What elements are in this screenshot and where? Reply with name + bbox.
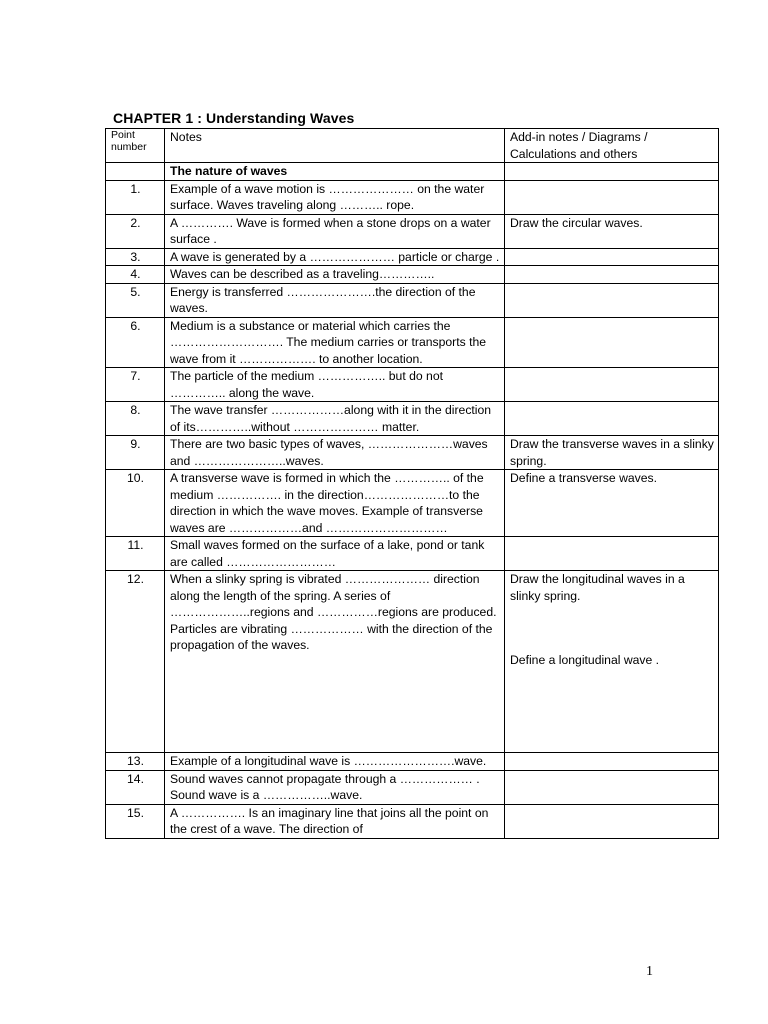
header-add-in-notes: Add-in notes / Diagrams / Calculations and others: [505, 129, 719, 163]
note-text: There are two basic types of waves, …………………waves and …………………..waves.: [165, 436, 505, 470]
table-row: [106, 266, 719, 284]
add-in-note: Draw the transverse waves in a slinky spring.: [505, 436, 719, 470]
point-number: 14.: [106, 770, 165, 804]
table-row: [106, 180, 719, 214]
note-text: Energy is transferred ………………….the direction of the waves.: [165, 283, 505, 317]
add-in-note: [505, 537, 719, 571]
header-notes: Notes: [165, 129, 505, 163]
add-in-note: [505, 248, 719, 266]
chapter-title: CHAPTER 1 : Understanding Waves: [113, 110, 355, 126]
point-number: 13.: [106, 753, 165, 771]
table-row: [106, 770, 719, 804]
table-row: [106, 283, 719, 317]
point-number: 3.: [106, 248, 165, 266]
note-text: A …………. Wave is formed when a stone drops on a water surface .: [165, 214, 505, 248]
add-in-note: [505, 770, 719, 804]
table-row: [106, 470, 719, 537]
add-in-note: [505, 804, 719, 838]
point-number: 7.: [106, 368, 165, 402]
point-number: 1.: [106, 180, 165, 214]
section-title: The nature of waves: [165, 163, 505, 181]
add-in-note-cell: [505, 571, 719, 753]
add-in-note: [505, 283, 719, 317]
point-number: 4.: [106, 266, 165, 284]
table-row: [106, 317, 719, 368]
note-text: When a slinky spring is vibrated ………………… direction along the length of the spring. A series of ………………..regions and ……………regions are produced. Particles are vibrating ……………… with the direction of the propagation of the waves.: [165, 571, 505, 753]
add-in-note-secondary: Define a longitudinal wave .: [510, 653, 660, 667]
notes-table: [105, 128, 719, 839]
section-add-cell: [505, 163, 719, 181]
table-row: [106, 753, 719, 771]
add-in-note: [505, 317, 719, 368]
table-row: [106, 436, 719, 470]
table-row: [106, 248, 719, 266]
point-number: 11.: [106, 537, 165, 571]
add-in-note: Define a transverse waves.: [505, 470, 719, 537]
point-number: 6.: [106, 317, 165, 368]
point-number: 2.: [106, 214, 165, 248]
add-in-note: [505, 368, 719, 402]
table-row: [106, 368, 719, 402]
header-point-number: Point number: [106, 129, 165, 163]
point-number: 5.: [106, 283, 165, 317]
add-in-note: Draw the longitudinal waves in a slinky spring.: [510, 572, 685, 603]
point-number: 15.: [106, 804, 165, 838]
note-text: A transverse wave is formed in which the ………….. of the medium ……………. in the direction…………………to the direction in which the wave moves. Example of transverse waves are ………………and …………………………: [165, 470, 505, 537]
drawing-space: [510, 604, 714, 652]
add-in-note: [505, 180, 719, 214]
note-text: Small waves formed on the surface of a lake, pond or tank are called ………………………: [165, 537, 505, 571]
table-row: [106, 804, 719, 838]
note-text: Waves can be described as a traveling…………..: [165, 266, 505, 284]
point-number: 8.: [106, 402, 165, 436]
note-text: A ……………. Is an imaginary line that joins all the point on the crest of a wave. The direction of: [165, 804, 505, 838]
section-num-cell: [106, 163, 165, 181]
note-text: The particle of the medium …………….. but do not ………….. along the wave.: [165, 368, 505, 402]
add-in-note: [505, 753, 719, 771]
note-text: Sound waves cannot propagate through a ……………… . Sound wave is a ……………..wave.: [165, 770, 505, 804]
add-in-note: [505, 266, 719, 284]
point-number: 9.: [106, 436, 165, 470]
note-text: The wave transfer ………………along with it in the direction of its…………..without ………………… matter.: [165, 402, 505, 436]
point-number: 10.: [106, 470, 165, 537]
note-text: Medium is a substance or material which carries the ………………………. The medium carries or transports the wave from it ………………. to another location.: [165, 317, 505, 368]
note-text: Example of a wave motion is ………………… on the water surface. Waves traveling along ……….. rope.: [165, 180, 505, 214]
add-in-note: Draw the circular waves.: [505, 214, 719, 248]
point-number: 12.: [106, 571, 165, 753]
section-row: [106, 163, 719, 181]
table-row: [106, 537, 719, 571]
table-row: [106, 571, 719, 753]
note-text: A wave is generated by a ………………… particle or charge .: [165, 248, 505, 266]
note-text: Example of a longitudinal wave is …………………….wave.: [165, 753, 505, 771]
add-in-note: [505, 402, 719, 436]
table-row: [106, 402, 719, 436]
table-row: [106, 214, 719, 248]
page-number: 1: [646, 964, 653, 979]
table-header-row: [106, 129, 719, 163]
